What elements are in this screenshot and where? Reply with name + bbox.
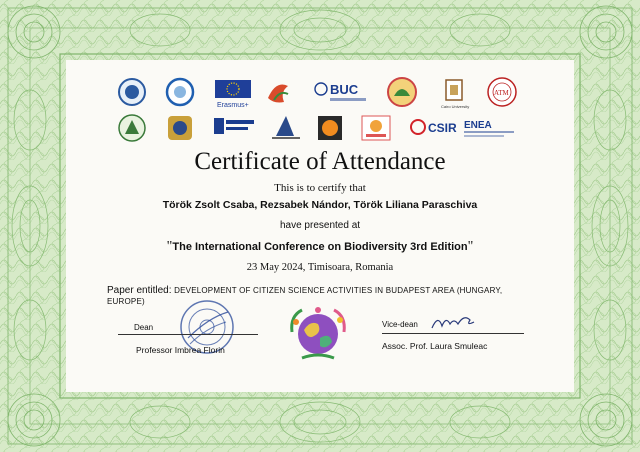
round-blue-logo xyxy=(167,79,193,105)
certify-text: This is to certify that xyxy=(274,182,366,194)
enea-label: ENEA xyxy=(464,120,492,131)
quote-open: " xyxy=(166,239,173,254)
svg-text:ATM: ATM xyxy=(494,89,509,97)
dean-label: Dean xyxy=(134,323,154,332)
biodiversity-globe-illustration xyxy=(286,302,350,364)
conference-name xyxy=(66,239,574,255)
vice-dean-name: Assoc. Prof. Laura Smuleac xyxy=(382,341,488,351)
university-seal-logo xyxy=(119,79,145,105)
vice-dean-label: Vice-dean xyxy=(382,320,418,329)
buc-label: BUC xyxy=(330,82,359,97)
cairo-label: Cairo University xyxy=(441,104,470,109)
conference-title: The International Conference on Biodiversity 3rd Edition xyxy=(172,241,468,253)
conference-logo xyxy=(362,116,390,140)
csir-label: CSIR xyxy=(428,121,457,135)
enea-logo xyxy=(464,120,514,137)
paper-label: Paper entitled: xyxy=(107,285,172,296)
health-logo xyxy=(268,85,288,103)
date-location: 23 May 2024, Timisoara, Romania xyxy=(246,262,394,273)
sail-logo xyxy=(272,116,300,138)
colorful-seal-logo xyxy=(388,78,416,106)
dean-name: Professor Imbrea Florin xyxy=(136,345,225,355)
recipient-names: Török Zsolt Csaba, Rezsabek Nándor, Török Liliana Paraschiva xyxy=(162,199,478,211)
vice-dean-signature xyxy=(428,310,478,334)
erasmus-label: Erasmus+ xyxy=(217,102,249,109)
vice-dean-signature-line xyxy=(382,333,524,334)
quote-close: " xyxy=(467,239,474,254)
erasmus-logo xyxy=(215,80,251,109)
atm-seal-logo xyxy=(488,78,516,106)
certificate-title: Certificate of Attendance xyxy=(194,148,446,175)
buc-logo xyxy=(315,82,366,101)
orange-emblem-logo xyxy=(318,116,342,140)
gold-emblem-logo xyxy=(168,116,192,140)
csir-logo xyxy=(411,120,457,135)
benha-university-logo xyxy=(214,118,254,134)
dean-signature-line xyxy=(118,334,258,335)
cairo-university-logo xyxy=(441,80,469,109)
partner-logos xyxy=(110,76,530,148)
presented-text: have presented at xyxy=(279,220,361,231)
paper-title: DEVELOPMENT OF CITIZEN SCIENCE ACTIVITIES IN BUDAPEST AREA (HUNGARY, EUROPE) xyxy=(107,286,503,306)
green-emblem-logo xyxy=(119,115,145,141)
